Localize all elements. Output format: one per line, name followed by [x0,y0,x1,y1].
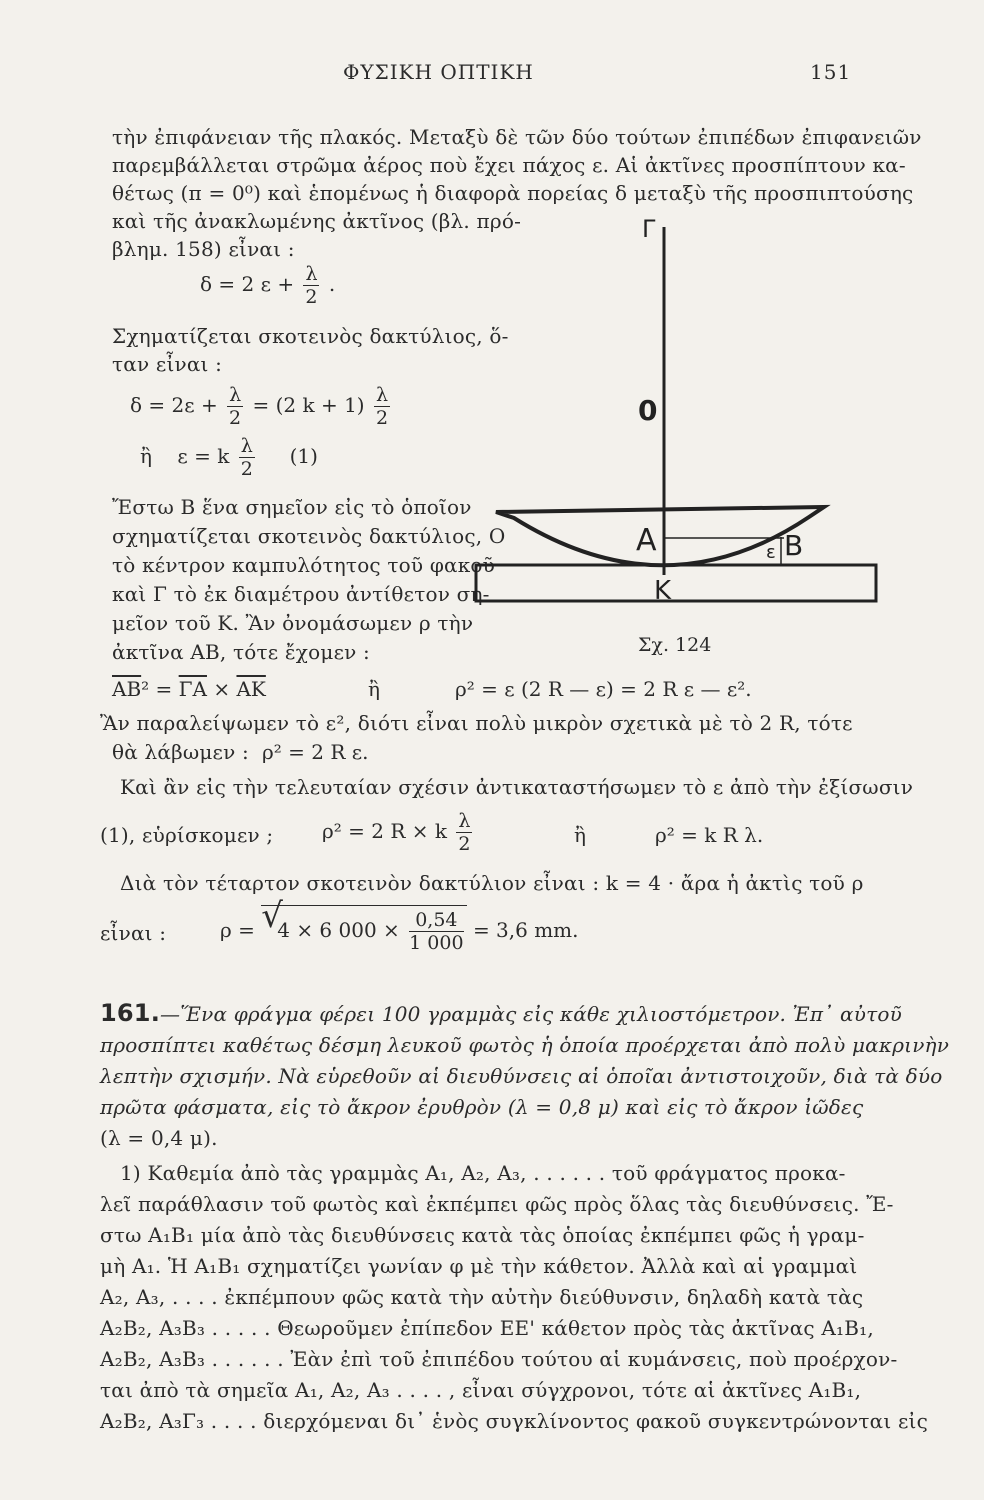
figure-lens-diagram [466,215,886,615]
text-line: λεῖ παράθλασιν τοῦ φωτὸς καὶ ἐκπέμπει φῶς πρὸς ὅλας τὰς διευθύνσεις. Ἔ- [100,1192,894,1216]
equation-1: ἢ ε = k $\frac{\lambda}{2}$ (1) [140,435,318,480]
page-number: 151 [810,60,852,84]
figure-caption: Σχ. 124 [638,634,712,656]
label-k: Κ [654,576,672,606]
text-line: καὶ τῆς ἀνακλωμένης ἀκτῖνος (βλ. πρό- [112,209,522,233]
text-line: εἶναι : [100,921,167,945]
text-line: (λ = 0,4 μ). [100,1126,218,1150]
text-line: Καὶ ἂν εἰς τὴν τελευταίαν σχέσιν ἀντικαταστήσωμεν τὸ ε ἀπὸ τὴν ἐξίσωσιν [120,775,914,799]
equation-dark-ring: δ = 2ε + $\frac{\lambda}{2}$ = (2 k + 1) $\frac{\lambda}{2}$ [130,384,389,429]
text-line: Ἔστω Β ἕνα σημεῖον εἰς τὸ ὁποῖον [112,495,472,519]
text-line: Ἂν παραλείψωμεν τὸ ε², διότι εἶναι πολὺ μικρὸν σχετικὰ μὲ τὸ 2 R, τότε [100,711,853,735]
text-line: θὰ λάβωμεν : [112,740,249,764]
equation-rho-approx: ρ² = 2 R ε. [262,740,369,764]
text-line: (1), εὑρίσκομεν ; [100,823,274,847]
problem-number: 161. [100,999,161,1027]
text-line: Σχηματίζεται σκοτεινὸς δακτύλιος, ὅ- [112,324,509,348]
text-line: προσπίπτει καθέτως δέσμη λευκοῦ φωτὸς ἡ ὁποία προέρχεται ἀπὸ πολὺ μακρινὴν [100,1033,950,1057]
text-line: πρῶτα φάσματα, εἰς τὸ ἄκρον ἐρυθρὸν (λ = 0,8 μ) καὶ εἰς τὸ ἄκρον ἰῶδες [100,1095,864,1119]
label-a: Α [636,523,657,558]
glass-plate [476,565,876,601]
text-line: Α₂, Α₃, . . . . ἐκπέμπουν φῶς κατὰ τὴν αὐτὴν διεύθυνσιν, δηλαδὴ κατὰ τὰς [100,1285,864,1309]
text-line: Α₂Β₂, Α₃Γ₃ . . . . διερχόμεναι δι᾽ ἑνὸς συγκλίνοντος φακοῦ συγκεντρώνονται εἰς [100,1409,928,1433]
text-line: μεῖον τοῦ Κ. Ἂν ὀνομάσωμεν ρ τὴν [112,611,474,635]
text-line: τὸ κέντρον καμπυλότητος τοῦ φακοῦ [112,553,496,577]
text-line: ται ἀπὸ τὰ σημεῖα Α₁, Α₂, Α₃ . . . . , εἶναι σύγχρονοι, τότε αἱ ἀκτῖνες Α₁Β₁, [100,1378,862,1402]
label-gamma: Γ [642,215,656,243]
text-line: τὴν ἐπιφάνειαν τῆς πλακός. Μεταξὺ δὲ τῶν δύο τούτων ἐπιπέδων ἐπιφανειῶν [112,125,922,149]
equation-rho-expand: ρ² = ε (2 R — ε) = 2 R ε — ε². [455,677,752,701]
label-eps: ε [766,542,776,563]
text-line: ἀκτῖνα ΑΒ, τότε ἔχομεν : [112,640,370,664]
text-line: σχηματίζεται σκοτεινὸς δακτύλιος, Ο [112,524,506,548]
page-title: ΦΥΣΙΚΗ ΟΠΤΙΚΗ [343,60,534,84]
equation-rho-squared: $\overline{AB}^2 = \overline{\Gamma A} \times \overline{AK}$ [112,677,266,701]
label-b: Β [784,529,804,562]
equation-delta: δ = 2 ε + $\frac{\lambda}{2}$ . [200,263,336,308]
text-line: λεπτὴν σχισμήν. Νὰ εὑρεθοῦν αἱ διευθύνσεις αἱ ὁποῖαι ἀντιστοιχοῦν, διὰ τὰ δύο [100,1064,943,1088]
text-line: παρεμβάλλεται στρῶμα ἀέρος ποὺ ἔχει πάχος ε. Αἱ ἀκτῖνες προσπίπτουν κα- [112,153,906,177]
text-line: ταν εἶναι : [112,352,223,376]
equation-rho-klambda: ρ² = k R λ. [655,823,764,847]
text-line: στω Α₁Β₁ μία ἀπὸ τὰς διευθύνσεις κατὰ τὰς ὁποίας ἐκπέμπει φῶς ἡ γραμ- [100,1223,865,1247]
equation-or: ἢ [368,677,380,701]
text-line: μὴ Α₁. Ἡ Α₁Β₁ σχηματίζει γωνίαν φ μὲ τὴν κάθετον. Ἀλλὰ καὶ αἱ γραμμαὶ [100,1254,858,1278]
text-line: Διὰ τὸν τέταρτον σκοτεινὸν δακτύλιον εἶναι : k = 4 · ἄρα ἡ ἀκτὶς τοῦ ρ [120,871,864,895]
text-line: θέτως (π = 0⁰) καὶ ἑπομένως ἡ διαφορὰ πορείας δ μεταξὺ τῆς προσπιπτούσης [112,181,914,205]
equation-rho-k: ρ² = 2 R × k $\frac{\lambda}{2}$ [322,810,471,855]
equation-rho-value: ρ = √ 4 × 6 000 × $\frac{0,54}{1 000}$ = 3,6 mm. [220,896,579,954]
text-line: Α₂Β₂, Α₃Β₃ . . . . . . Ἐὰν ἐπὶ τοῦ ἐπιπέδου τούτου αἱ κυμάνσεις, ποὺ προέρχον- [100,1347,898,1371]
label-o: 0 [638,394,658,427]
text-line: καὶ Γ τὸ ἐκ διαμέτρου ἀντίθετον ση- [112,582,490,606]
text-line: Α₂Β₂, Α₃Β₃ . . . . . Θεωροῦμεν ἐπίπεδον ΕΕ' κάθετον πρὸς τὰς ἀκτῖνας Α₁Β₁, [100,1316,874,1340]
text-line: βλημ. 158) εἶναι : [112,237,295,261]
equation-or-2: ἢ [574,823,586,847]
problem-161-line: 161.—Ἕνα φράγμα φέρει 100 γραμμὰς εἰς κάθε χιλιοστόμετρον. Ἐπ᾽ αὐτοῦ [100,999,902,1027]
text-line: 1) Καθεμία ἀπὸ τὰς γραμμὰς Α₁, Α₂, Α₃, . . . . . . τοῦ φράγματος προκα- [120,1161,846,1185]
